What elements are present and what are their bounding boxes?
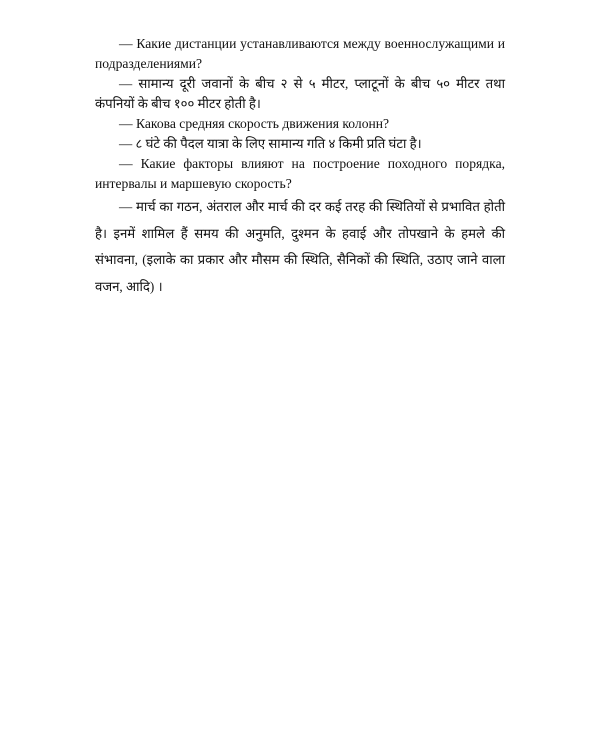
text-block xyxy=(95,34,505,300)
paragraph-hi-answer-distances: — सामान्य दूरी जवानों के बीच २ से ५ मीटर, प्लाटूनों के बीच ५० मीटर तथा कंपनियों के बीच १०० मीटर होती है। xyxy=(95,76,505,111)
paragraph-hi-answer-speed: — ८ घंटे की पैदल यात्रा के लिए सामान्य गति ४ किमी प्रति घंटा है। xyxy=(119,136,422,151)
paragraph-ru-question-factors: — Какие факторы влияют на построение походного порядка, интервалы и маршевую скорость? xyxy=(95,156,505,191)
paragraph-ru-question-speed: — Какова средняя скорость движения колонн? xyxy=(119,116,390,131)
paragraph-ru-question-distances: — Какие дистанции устанавливаются между военнослужащими и подразделениями? xyxy=(95,36,505,71)
paragraph-hi-answer-factors: — मार्च का गठन, अंतराल और मार्च की दर कई तरह की स्थितियों से प्रभावित होती है। इनमें शामिल हैं समय की अनुमति, दुश्मन के हवाई और तोपखाने के हमले की संभावना, (इलाके का प्रकार और मौसम की स्थिति, सैनिकों की स्थिति, उठाए जाने वाला वजन, आदि) । xyxy=(95,199,505,294)
